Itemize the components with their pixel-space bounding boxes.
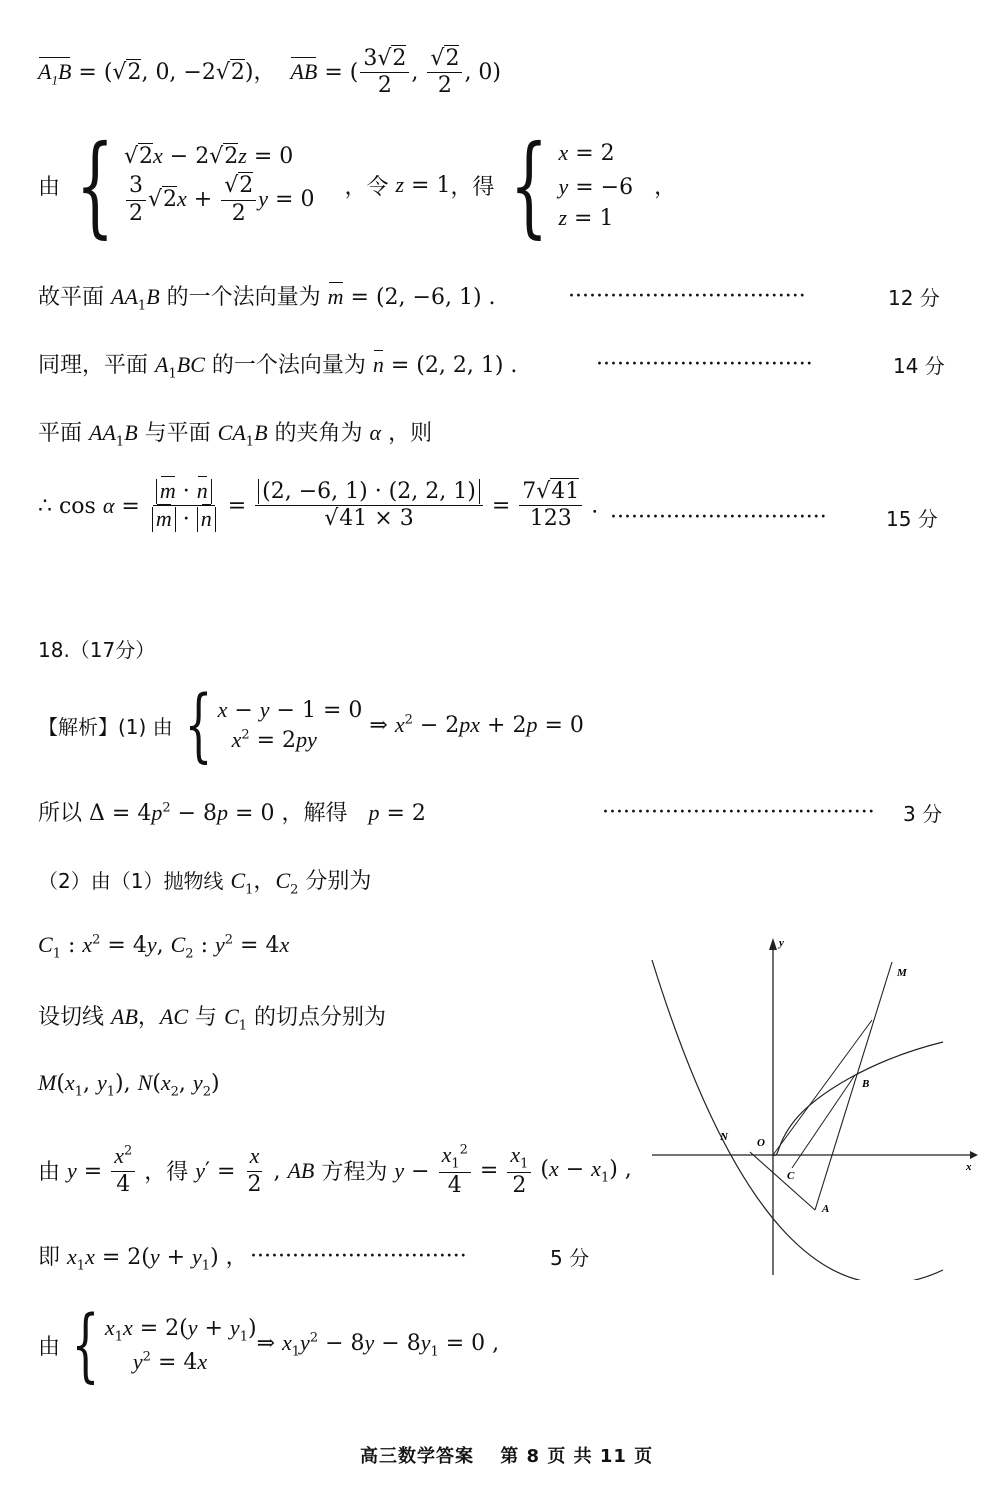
- chord-mb: [792, 1075, 855, 1168]
- analysis-line: 【解析】(1) 由 { x − y − 1 = 0 $x^2 = 2py$ ⇒ $x^2 - 2px + 2p = 0$: [38, 678, 584, 771]
- dots-14: ·······························: [596, 352, 813, 377]
- label-c: C: [787, 1170, 795, 1182]
- system-1: 由 { √2x − 2√2z = 0 $\frac{3}{2}$ √2x + $\frac{√2}{2}$ y = 0 ，令 z = 1 ，得 { x = 2 y = −6 ， z = 1: [38, 121, 677, 249]
- system-last: 由 { $x_1x = 2(y + y_1)$ $y^2 = 4x$ ⇒ $x_1y^2 - 8y - 8y_1 = 0$ ,: [38, 1298, 500, 1391]
- parabola-c2: [773, 1042, 943, 1155]
- score-3: 3 分: [903, 802, 943, 826]
- normal-m-line: 故平面 $AA_1B$ 的一个法向量为 m = (2, −6, 1) .: [38, 284, 496, 314]
- label-b: B: [862, 1078, 870, 1090]
- normal-n-line: 同理，平面 $A_1BC$ 的一个法向量为 n = (2, 2, 1) .: [38, 352, 518, 382]
- score-14: 14 分: [893, 354, 945, 378]
- x-axis-arrow: [970, 1151, 978, 1159]
- label-m: M: [897, 967, 907, 979]
- dots-15: ·······························: [610, 505, 827, 530]
- ie-line: 即 $x_1x = 2(y + y_1)$ ，: [38, 1244, 248, 1274]
- y-axis-arrow: [769, 938, 777, 950]
- parabola-graph: [640, 930, 980, 1280]
- part2-line: （2）由（1）抛物线 $C_1$，$C_2$ 分别为: [38, 868, 372, 898]
- delta-line: 所以 $\Delta = 4p^2 - 8p = 0$ ，解得 p = 2: [38, 800, 426, 826]
- cos-formula: ∴ cos α = $\frac{m \cdot n}{m \cdot n}$ = $\frac{(2, -6, 1) \cdot (2, 2, 1)}{√41 \times 3}$ = $\frac{7√41}{123}$ .: [38, 478, 599, 533]
- tangent-line: 设切线 AB，AC 与 $C_1$ 的切点分别为: [38, 1004, 387, 1034]
- chord-oc: [773, 1020, 872, 1155]
- tangent-ab: [815, 962, 892, 1210]
- derivative-line: 由 y = $\frac{x^2}{4}$ ，得 y′ = $\frac{x}{2}$ , AB 方程为 y − $\frac{x_1^2}{4}$ = $\frac{x_1}{2}$ $(x - x_1)$ ,: [38, 1142, 632, 1198]
- angle-line: 平面 $AA_1B$ 与平面 $CA_1B$ 的夹角为 α ，则: [38, 420, 433, 450]
- dots-3: ·······································: [602, 800, 875, 825]
- points-line: $M(x_1$, $y_1$), $N(x_2$, $y_2$): [38, 1070, 220, 1100]
- page-footer: 高三数学答案 第 8 页 共 11 页: [360, 1446, 654, 1467]
- parabola-c1: [652, 960, 943, 1280]
- label-o: O: [757, 1137, 765, 1149]
- label-y: y: [779, 937, 784, 949]
- dots-12: ··································: [568, 284, 806, 309]
- dots-5: ·······························: [250, 1244, 467, 1269]
- parabolas-line: $C_1$ : $x^2 = 4y$, $C_2$ : $y^2 = 4x$: [38, 932, 290, 962]
- label-x: x: [966, 1161, 972, 1173]
- label-n: N: [720, 1131, 728, 1143]
- score-15: 15 分: [886, 507, 938, 531]
- score-5: 5 分: [550, 1246, 590, 1270]
- score-12: 12 分: [888, 286, 940, 310]
- problem-number: 18.（17分）: [38, 638, 156, 662]
- vector-line: $A_1B = (√2$, 0, −2√2)， AB = ( $\frac{3√2}{2}$ , $\frac{√2}{2}$ , 0): [38, 46, 502, 99]
- label-a: A: [822, 1203, 830, 1215]
